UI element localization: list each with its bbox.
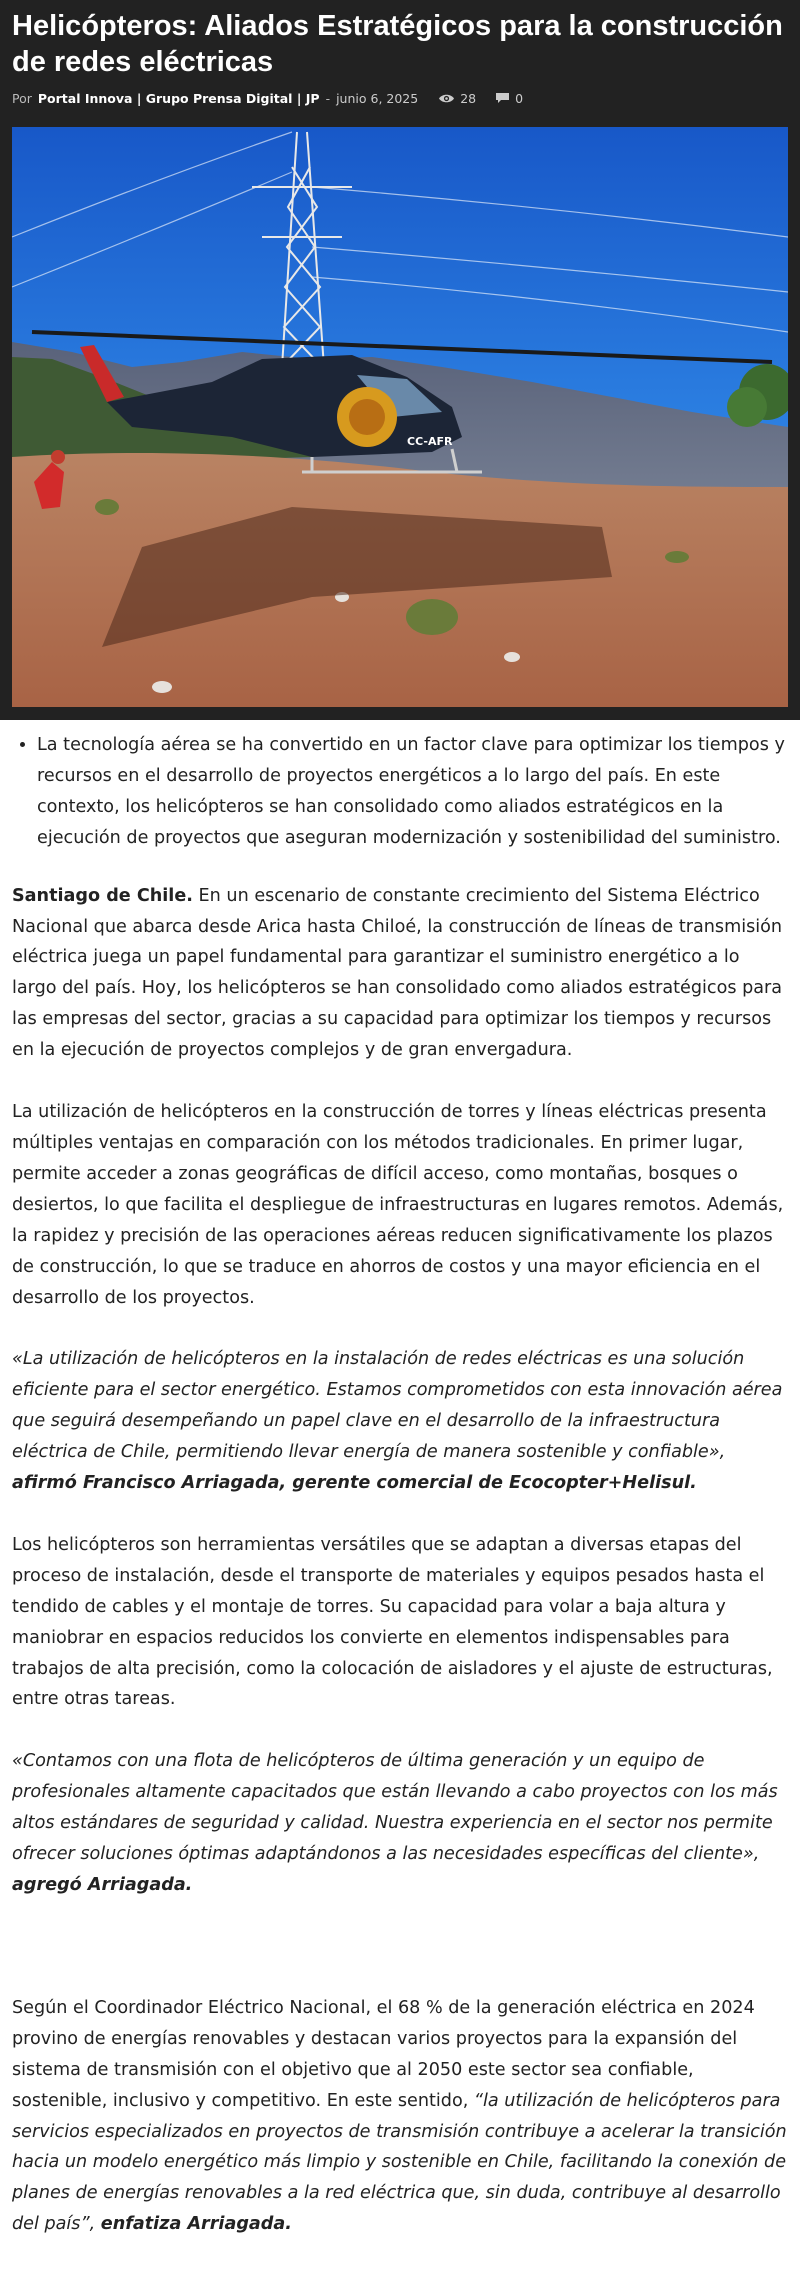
paragraph-coordinator — [12, 1993, 788, 2240]
paragraph-advantages: La utilización de helicópteros en la construcción de torres y líneas eléctricas presenta múltiples ventajas en comparación con los métodos tradicionales. En primer lugar, permite acceder a zonas geográficas de difícil acceso, como montañas, bosques o desiertos, lo que facilita el despliegue de infraestructuras en lugares remotos. Además, la rapidez y precisión de las operaciones aéreas reducen significativamente los plazos de construcción, lo que se traduce en ahorros de costos y una mayor eficiencia en el desarrollo de los proyectos. — [12, 1102, 784, 1308]
by-label: Por — [12, 91, 32, 106]
tail-registration: CC-AFR — [407, 435, 453, 448]
paragraph-coordinator-quote: “la utilización de helicópteros para servicios especializados en proyectos de transmisión contribuye a acelerar la transición hacia un modelo energético más limpio y sostenible en Chile, facilitando la conexión de planes de energías renovables a la red eléctrica que, sin duda, contribuye al desarrollo del país”, — [12, 2090, 787, 2235]
author-link[interactable]: Portal Innova | Grupo Prensa Digital | JP — [37, 91, 320, 106]
eye-icon — [438, 93, 455, 104]
quote-block-1 — [12, 1344, 788, 1499]
paragraph-intro-text: En un escenario de constante crecimiento del Sistema Eléctrico Nacional que abarca desde Arica hasta Chiloé, la construcción de líneas de transmisión eléctrica juega un papel fundamental para garantizar el suministro energético a lo largo del país. Hoy, los helicópteros se han consolidado como aliados estratégicos para las empresas del sector, gracias a su capacidad para optimizar los tiempos y recursos en la ejecución de proyectos complejos y de gran envergadura. — [12, 885, 783, 1061]
quote-text-2: «Contamos con una flota de helicópteros de última generación y un equipo de profesionales altamente capacitados que están llevando a cabo proyectos con los más altos estándares de seguridad y calidad. Nuestra experiencia en el sector nos permite ofrecer soluciones óptimas adaptándonos a las necesidades específicas del cliente», — [12, 1751, 778, 1865]
publish-date: junio 6, 2025 — [336, 91, 419, 106]
paragraph-coordinator-text: Según el Coordinador Eléctrico Nacional, el 68 % de la generación eléctrica en 2024 provino de energías renovables y destacan varios proyectos para la expansión del sistema de transmisión con el objetivo que al 2050 este sector sea confiable, sostenible, inclusivo y competitivo. En este sentido, — [12, 1997, 755, 2111]
article-meta — [12, 91, 523, 106]
comments-count[interactable]: 0 — [515, 91, 524, 106]
summary-bullet: • La tecnología aérea se ha convertido en un factor clave para optimizar los tiempos y recursos en el desarrollo de proyectos energéticos a lo largo del país. En este contexto, los helicópteros se han consolidado como aliados estratégicos en la ejecución de proyectos que aseguran modernización y sostenibilidad del suministro. — [37, 730, 788, 854]
meta-separator: - — [325, 91, 331, 106]
paragraph-versatility: Los helicópteros son herramientas versátiles que se adaptan a diversas etapas del proceso de instalación, desde el transporte de materiales y equipos pesados hasta el tendido de cables y el montaje de torres. Su capacidad para volar a baja altura y maniobrar en espacios reducidos los convierte en elementos indispensables para trabajos de alta precisión, como la colocación de aisladores y el ajuste de estructuras, entre otras tareas. — [12, 1534, 773, 1710]
article-title: Helicópteros: Aliados Estratégicos para la construcción de redes eléctricas — [12, 10, 783, 78]
paragraph-coordinator-attribution: enfatiza Arriagada. — [100, 2214, 292, 2235]
summary-list — [12, 730, 788, 854]
paragraph-intro — [12, 881, 788, 1066]
quote-attribution-2: agregó Arriagada. — [12, 1875, 193, 1895]
spacer — [12, 1932, 788, 1993]
dateline: Santiago de Chile. — [12, 885, 193, 906]
comment-icon[interactable] — [496, 93, 510, 104]
article-header — [0, 0, 800, 720]
views-count: 28 — [460, 91, 477, 106]
quote-block-2 — [12, 1746, 788, 1901]
hero-image — [12, 127, 788, 707]
article-body — [0, 720, 800, 2240]
quote-attribution-1: afirmó Francisco Arriagada, gerente comercial de Ecocopter+Helisul. — [12, 1473, 697, 1494]
quote-text-1: «La utilización de helicópteros en la instalación de redes eléctricas es una solución eficiente para el sector energético. Estamos comprometidos con esta innovación aérea que seguirá desempeñando un papel clave en el desarrollo de la infraestructura eléctrica de Chile, permitiendo llevar energía de manera sostenible y confiable», — [12, 1349, 783, 1463]
